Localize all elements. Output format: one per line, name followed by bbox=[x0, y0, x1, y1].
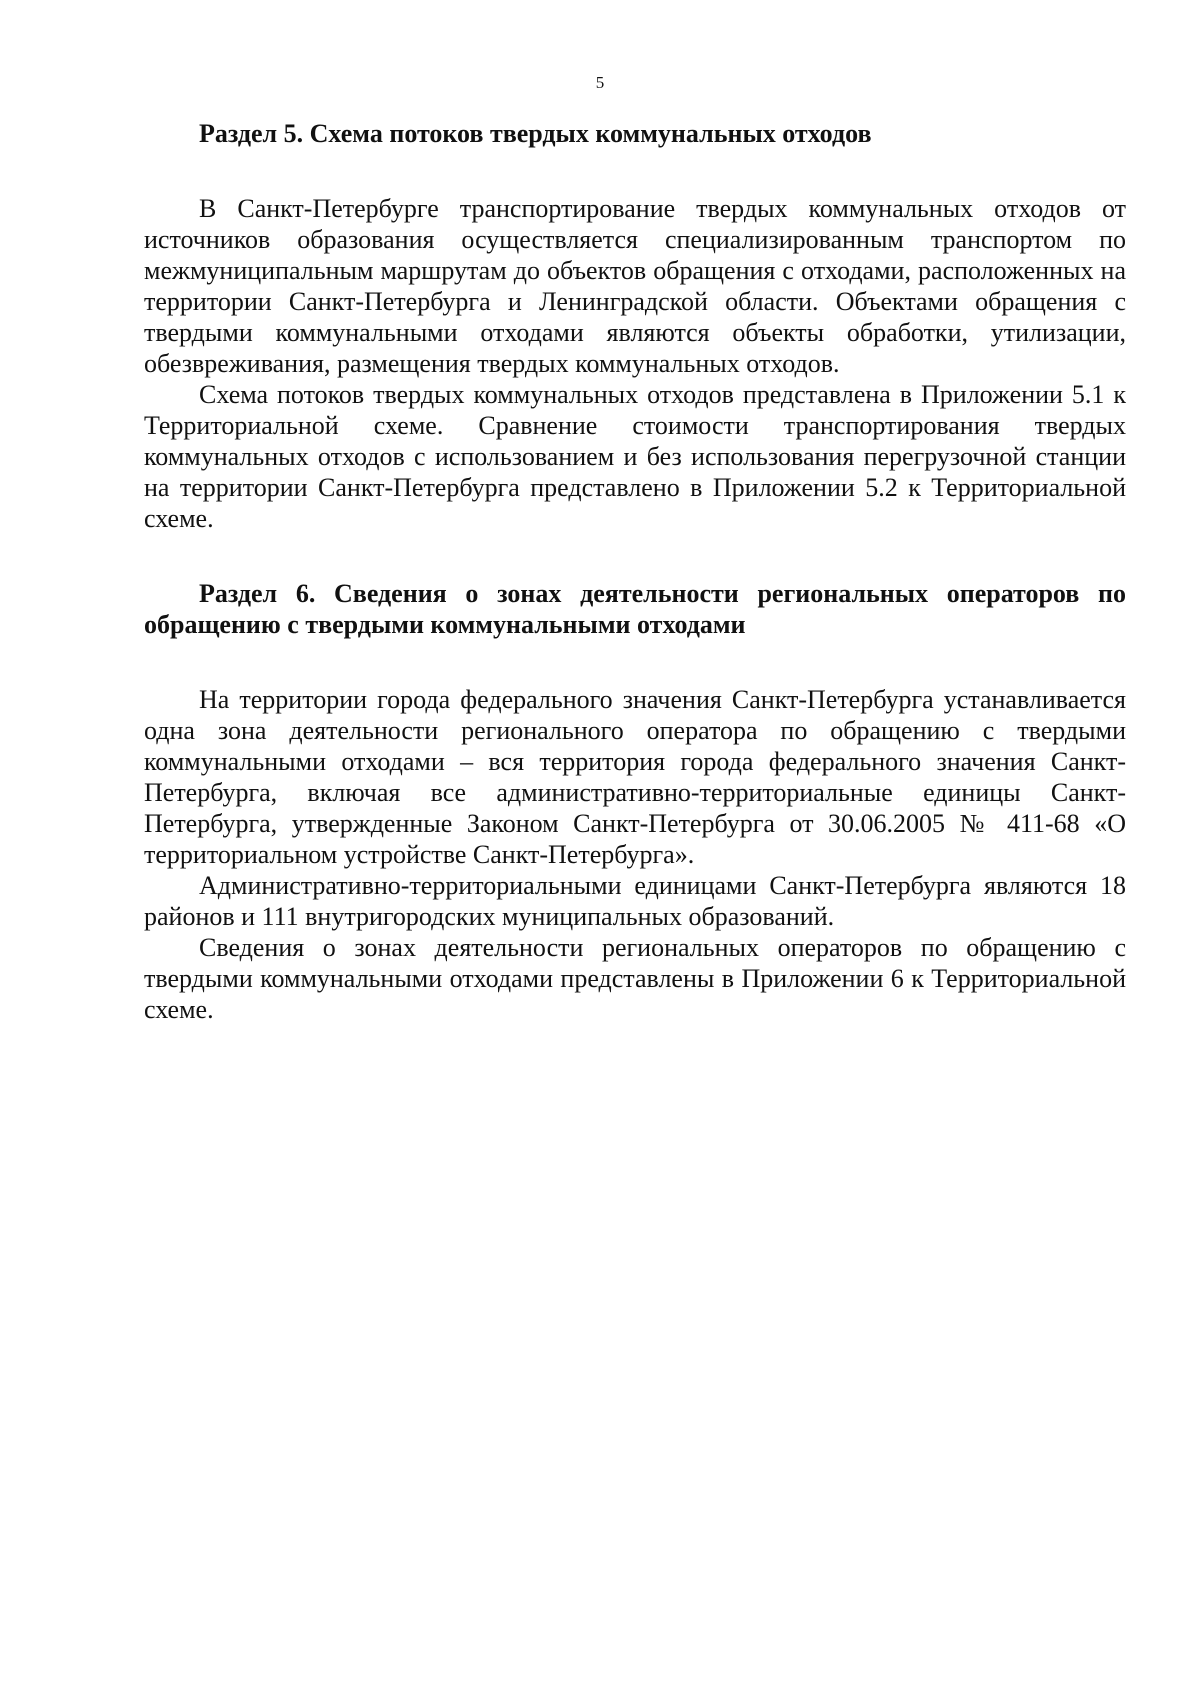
section-5-heading: Раздел 5. Схема потоков твердых коммунальных отходов bbox=[199, 119, 872, 148]
section-6-paragraph-1: На территории города федерального значения Санкт-Петербурга устанавливается одна зона деятельности регионального оператора по обращению с твердыми коммунальными отходами – вся территория города федерального значения Санкт-Петербурга, включая все административно-территориальные единицы Санкт-Петербурга, утвержденные Законом Санкт-Петербурга от 30.06.2005 № 411-68 «О территориальном устройстве Санкт-Петербурга». bbox=[144, 685, 1126, 869]
document-content bbox=[144, 118, 1126, 1025]
section-6 bbox=[144, 578, 1126, 1025]
section-5-paragraph-2: Схема потоков твердых коммунальных отходов представлена в Приложении 5.1 к Территориальной схеме. Сравнение стоимости транспортирования твердых коммунальных отходов с использованием и без использования перегрузочной станции на территории Санкт-Петербурга представлено в Приложении 5.2 к Территориальной схеме. bbox=[144, 380, 1126, 533]
section-6-paragraph-3: Сведения о зонах деятельности региональных операторов по обращению с твердыми коммунальными отходами представлены в Приложении 6 к Территориальной схеме. bbox=[144, 933, 1126, 1024]
section-6-paragraph-2: Административно-территориальными единицами Санкт-Петербурга являются 18 районов и 111 внутригородских муниципальных образований. bbox=[144, 871, 1126, 931]
section-5-paragraph-1: В Санкт-Петербурге транспортирование твердых коммунальных отходов от источников образования осуществляется специализированным транспортом по межмуниципальным маршрутам до объектов обращения с отходами, расположенных на территории Санкт-Петербурга и Ленинградской области. Объектами обращения с твердыми коммунальными отходами являются объекты обработки, утилизации, обезвреживания, размещения твердых коммунальных отходов. bbox=[144, 194, 1126, 378]
page-number: 5 bbox=[595, 73, 605, 92]
section-5 bbox=[144, 118, 1126, 534]
section-6-heading: Раздел 6. Сведения о зонах деятельности региональных операторов по обращению с твердыми коммунальными отходами bbox=[144, 579, 1126, 639]
